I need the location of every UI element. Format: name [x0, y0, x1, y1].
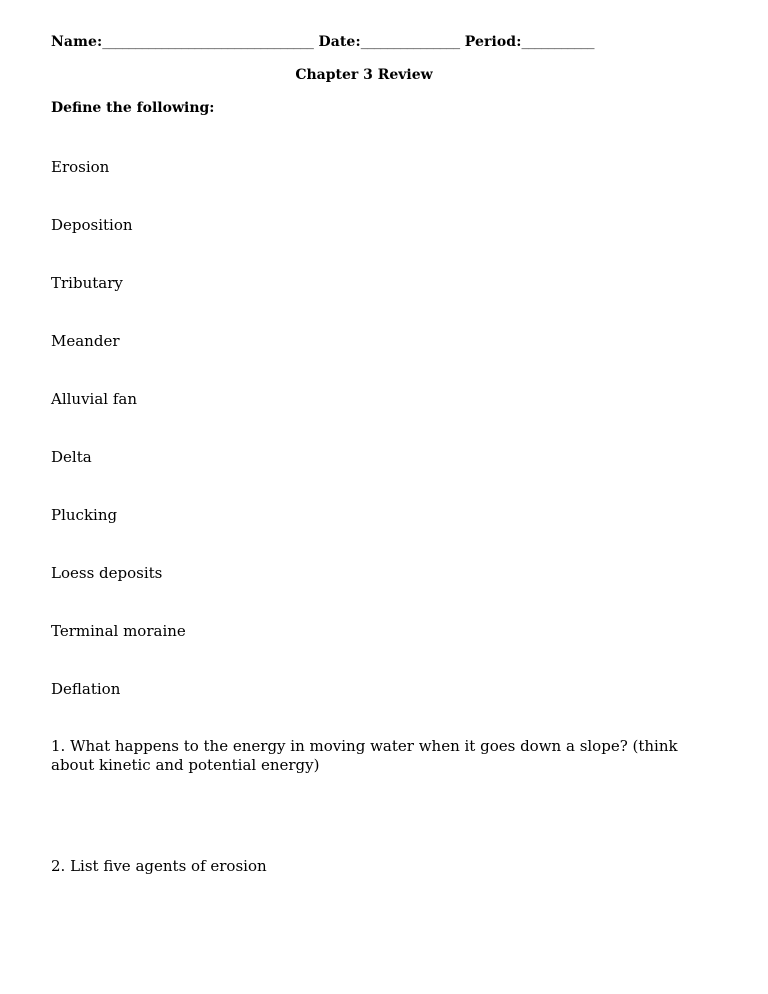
term-deflation: Deflation [51, 680, 121, 698]
period-blank: ___________ [521, 34, 595, 50]
term-meander: Meander [51, 332, 120, 350]
date-blank: _______________ [360, 34, 460, 50]
question-1: 1. What happens to the energy in moving water when it goes down a slope? (think about kinetic and potential energy) [51, 737, 678, 774]
term-tributary: Tributary [51, 274, 123, 292]
student-info-header [51, 34, 594, 50]
section-instructions: Define the following: [51, 100, 215, 116]
term-plucking: Plucking [51, 506, 118, 524]
page-title: Chapter 3 Review [295, 67, 433, 83]
term-terminal-moraine: Terminal moraine [51, 622, 186, 640]
question-2: 2. List five agents of erosion [51, 857, 267, 875]
period-label: Period: [464, 34, 522, 50]
term-erosion: Erosion [51, 158, 110, 176]
term-delta: Delta [51, 448, 92, 466]
name-blank: ________________________________ [102, 34, 314, 50]
term-alluvial-fan: Alluvial fan [51, 390, 138, 408]
term-loess-deposits: Loess deposits [51, 564, 163, 582]
term-deposition: Deposition [51, 216, 133, 234]
date-label: Date: [318, 34, 361, 50]
name-label: Name: [51, 34, 103, 50]
